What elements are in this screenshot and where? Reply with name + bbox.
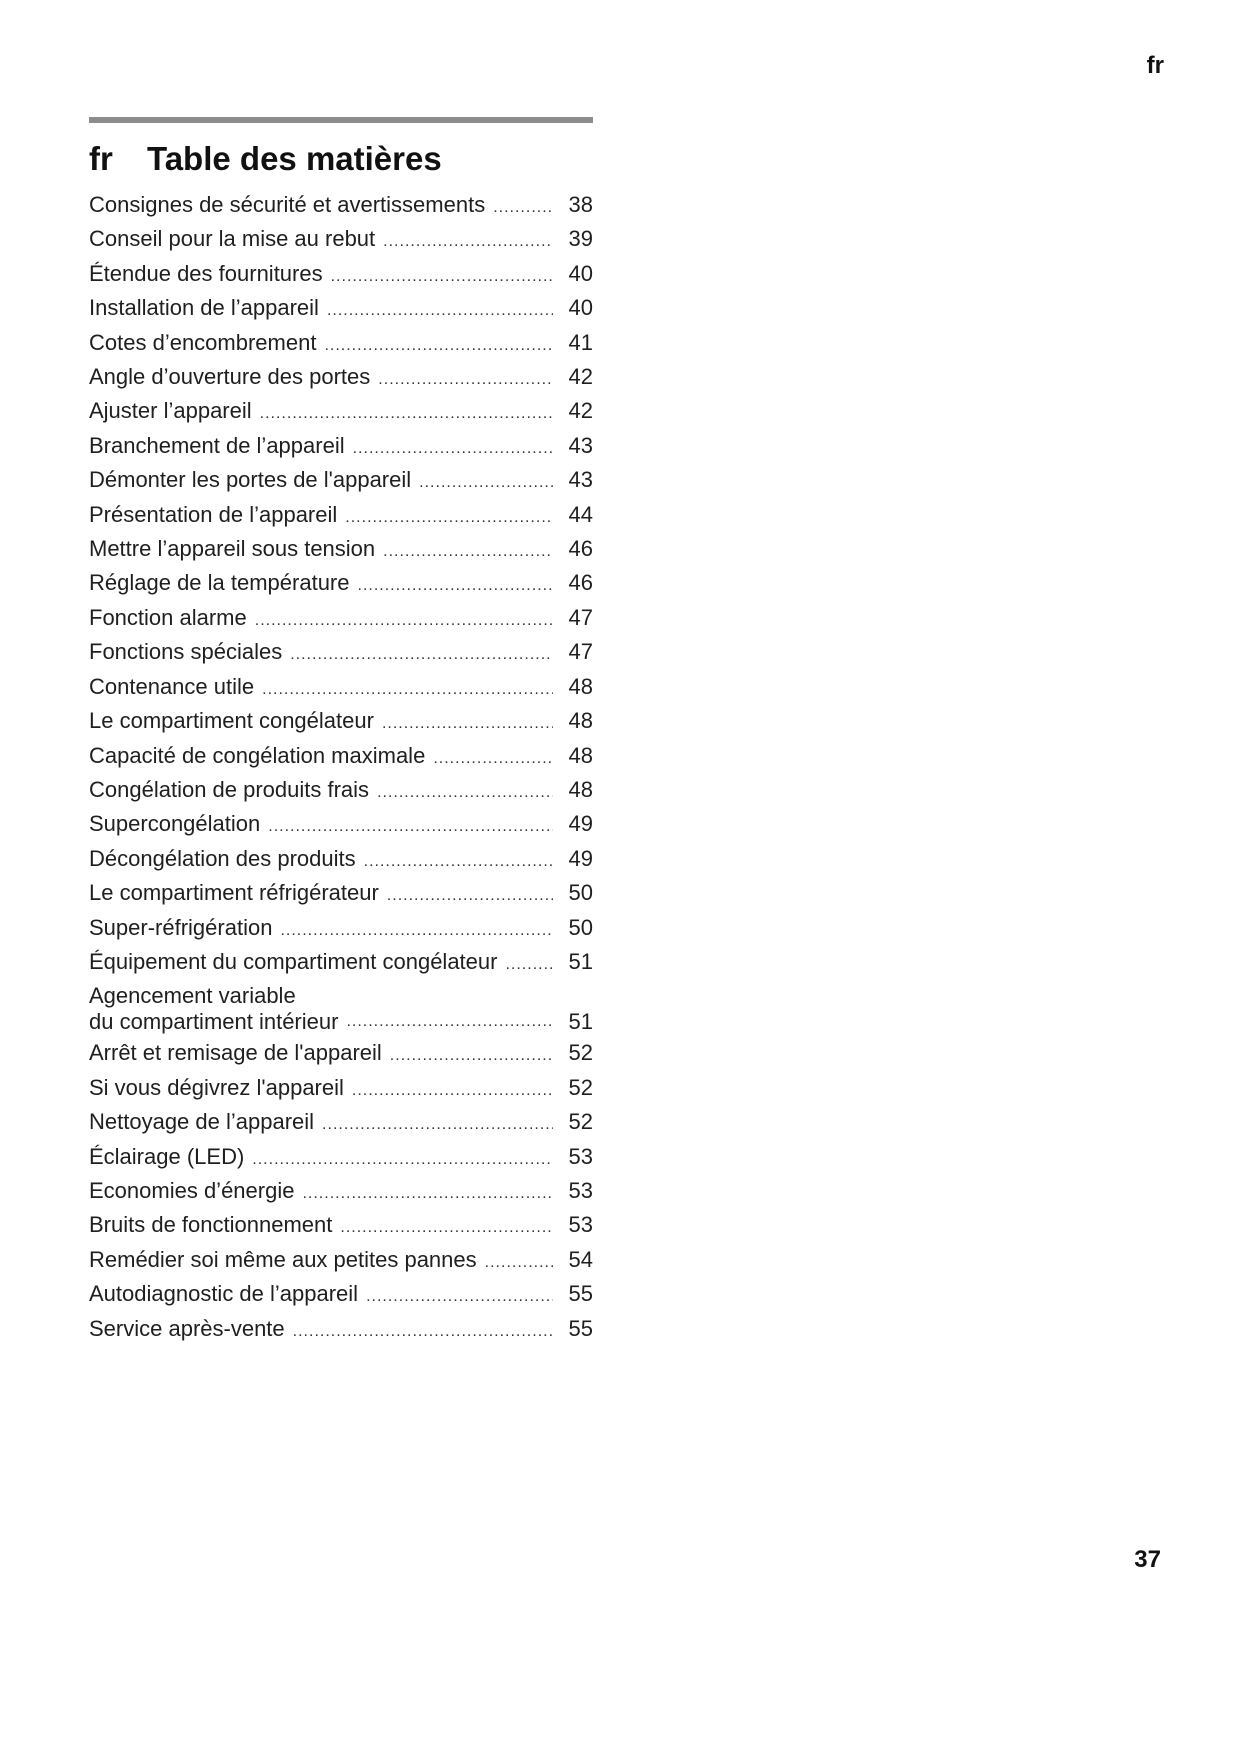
toc-entry[interactable] — [89, 636, 593, 670]
dot-leader — [358, 570, 554, 601]
dot-leader — [493, 192, 553, 223]
toc-entry-label-group — [89, 983, 338, 1035]
dot-leader — [390, 1040, 553, 1071]
toc-entry-label: Décongélation des produits — [89, 845, 356, 871]
toc-entry-label: Si vous dégivrez l'appareil — [89, 1074, 344, 1100]
toc-entry[interactable] — [89, 1141, 593, 1175]
toc-entry-label: Ajuster l’appareil — [89, 398, 252, 424]
toc-entry-label: Consignes de sécurité et avertissements — [89, 192, 486, 217]
toc-language-code: fr — [89, 140, 113, 177]
dot-leader — [419, 467, 553, 498]
dot-leader — [433, 743, 553, 774]
toc-entry[interactable] — [89, 843, 593, 877]
dot-leader — [255, 605, 553, 636]
dot-leader — [260, 398, 553, 429]
dot-leader — [505, 949, 553, 980]
toc-entry-label: Le compartiment réfrigérateur — [89, 880, 379, 906]
dot-leader — [366, 1281, 553, 1312]
dot-leader — [302, 1178, 553, 1209]
toc-entry-page: 42 — [568, 398, 593, 424]
toc-entry[interactable] — [89, 327, 593, 361]
toc-entry-label: Contenance utile — [89, 673, 255, 699]
dot-leader — [383, 226, 553, 257]
toc-entry-label: Présentation de l’appareil — [89, 501, 338, 527]
toc-entry[interactable] — [89, 1037, 593, 1071]
toc-entry-page: 46 — [568, 570, 593, 596]
toc-entry-page: 55 — [568, 1315, 593, 1341]
dot-leader — [262, 674, 553, 705]
toc-entry-page: 52 — [568, 1040, 593, 1066]
dot-leader — [324, 330, 553, 361]
dot-leader — [268, 811, 553, 842]
toc-entry-page: 38 — [568, 192, 593, 217]
toc-entry-label: Nettoyage de l’appareil — [89, 1109, 315, 1135]
toc-entry-page: 48 — [568, 742, 593, 768]
toc-entry[interactable] — [89, 1175, 593, 1209]
dot-leader — [252, 1144, 553, 1175]
toc-entry-label: Conseil pour la mise au rebut — [89, 226, 376, 252]
toc-entry[interactable] — [89, 1313, 593, 1347]
page-number: 37 — [1134, 1546, 1161, 1573]
toc-entry[interactable] — [89, 189, 593, 223]
toc-entry[interactable] — [89, 292, 593, 326]
toc-entry-page: 43 — [568, 432, 593, 458]
toc-entry[interactable] — [89, 740, 593, 774]
toc-entry-page: 43 — [568, 467, 593, 493]
dot-leader — [387, 880, 553, 911]
toc-entry-page: 50 — [568, 880, 593, 906]
dot-leader — [322, 1109, 553, 1140]
toc-entry-page: 48 — [568, 708, 593, 734]
toc-entry-label: Fonctions spéciales — [89, 639, 283, 665]
toc-entry[interactable] — [89, 602, 593, 636]
toc-entry[interactable] — [89, 1278, 593, 1312]
toc-entry-label: Super-réfrigération — [89, 914, 273, 940]
toc-entry[interactable] — [89, 671, 593, 705]
toc-entry-page: 49 — [568, 811, 593, 837]
toc-entry-label: Remédier soi même aux petites pannes — [89, 1246, 477, 1272]
toc-title — [89, 131, 593, 187]
toc-entries — [89, 189, 593, 1347]
dot-leader — [290, 639, 553, 670]
toc-entry[interactable] — [89, 705, 593, 739]
dot-leader — [364, 846, 553, 877]
toc-entry[interactable] — [89, 499, 593, 533]
dot-leader — [382, 708, 553, 739]
toc-entry-page: 46 — [568, 536, 593, 562]
dot-leader — [293, 1316, 553, 1347]
dot-leader — [378, 364, 553, 395]
toc-entry-page: 40 — [568, 260, 593, 286]
toc-entry[interactable] — [89, 430, 593, 464]
dot-leader — [346, 1009, 553, 1035]
toc-entry-page: 53 — [568, 1212, 593, 1238]
toc-entry-page: 49 — [568, 845, 593, 871]
toc-entry-page: 48 — [568, 776, 593, 802]
toc-entry[interactable] — [89, 1106, 593, 1140]
toc-entry[interactable] — [89, 464, 593, 498]
toc-entry-label: Éclairage (LED) — [89, 1143, 245, 1169]
toc-entry-label: Étendue des fournitures — [89, 260, 323, 286]
toc-entry-label: Équipement du compartiment congélateur — [89, 948, 498, 974]
dot-leader — [353, 433, 553, 464]
toc-entry-page: 40 — [568, 295, 593, 321]
toc-entry[interactable] — [89, 1209, 593, 1243]
toc-entry-label: Service après-vente — [89, 1315, 285, 1341]
toc-entry-label: Cotes d’encombrement — [89, 329, 317, 355]
toc-entry[interactable] — [89, 567, 593, 601]
dot-leader — [352, 1075, 553, 1106]
toc-entry-page: 50 — [568, 914, 593, 940]
toc-entry-label: Agencement variable — [89, 983, 296, 1009]
toc-entry-page: 53 — [568, 1177, 593, 1203]
toc-entry-label: Installation de l’appareil — [89, 295, 319, 321]
dot-leader — [327, 295, 553, 326]
toc-entry-page: 51 — [568, 1009, 593, 1035]
toc-entry-page: 47 — [568, 639, 593, 665]
dot-leader — [383, 536, 553, 567]
toc-entry-label: Congélation de produits frais — [89, 776, 370, 802]
toc-entry-page: 47 — [568, 604, 593, 630]
language-tag: fr — [1146, 52, 1164, 79]
toc-entry-page: 41 — [568, 329, 593, 355]
toc-entry-label: Capacité de congélation maximale — [89, 742, 426, 768]
toc-entry[interactable] — [89, 774, 593, 808]
toc-entry-label: Fonction alarme — [89, 604, 247, 630]
table-of-contents — [89, 117, 593, 1347]
toc-entry-page: 55 — [568, 1281, 593, 1307]
toc-entry[interactable] — [89, 946, 593, 980]
toc-entry-page: 44 — [568, 501, 593, 527]
dot-leader — [280, 915, 553, 946]
toc-heading: Table des matières — [147, 140, 442, 177]
toc-entry-label-continued: du compartiment intérieur — [89, 1009, 339, 1035]
toc-entry-label: Démonter les portes de l'appareil — [89, 467, 412, 493]
toc-entry-label: Economies d’énergie — [89, 1177, 295, 1203]
toc-entry[interactable] — [89, 395, 593, 429]
toc-entry[interactable] — [89, 258, 593, 292]
toc-entry[interactable] — [89, 533, 593, 567]
toc-entry-label: Autodiagnostic de l’appareil — [89, 1281, 359, 1307]
toc-entry[interactable] — [89, 223, 593, 257]
toc-entry-page: 39 — [568, 226, 593, 252]
toc-entry-page: 52 — [568, 1074, 593, 1100]
dot-leader — [331, 261, 553, 292]
toc-entry-page: 54 — [568, 1246, 593, 1272]
toc-entry-label: Le compartiment congélateur — [89, 708, 374, 734]
toc-entry[interactable] — [89, 1072, 593, 1106]
toc-entry-page: 51 — [568, 948, 593, 974]
toc-entry[interactable] — [89, 912, 593, 946]
title-rule — [89, 117, 593, 123]
toc-entry-label: Angle d’ouverture des portes — [89, 364, 371, 390]
dot-leader — [377, 777, 553, 808]
toc-entry[interactable] — [89, 983, 593, 1035]
toc-entry-page: 48 — [568, 673, 593, 699]
toc-entry-page: 52 — [568, 1109, 593, 1135]
toc-entry-label: Branchement de l’appareil — [89, 432, 345, 458]
toc-entry-label: Mettre l’appareil sous tension — [89, 536, 376, 562]
toc-entry-label: Supercongélation — [89, 811, 261, 837]
dot-leader — [485, 1247, 553, 1278]
toc-entry-label: Réglage de la température — [89, 570, 350, 596]
toc-entry-page: 53 — [568, 1143, 593, 1169]
toc-entry[interactable] — [89, 877, 593, 911]
toc-entry[interactable] — [89, 361, 593, 395]
dot-leader — [340, 1212, 553, 1243]
toc-entry-label: Arrêt et remisage de l'appareil — [89, 1040, 382, 1066]
toc-entry-page: 42 — [568, 364, 593, 390]
dot-leader — [345, 502, 553, 533]
toc-entry[interactable] — [89, 1244, 593, 1278]
toc-entry-label: Bruits de fonctionnement — [89, 1212, 333, 1238]
toc-entry[interactable] — [89, 808, 593, 842]
